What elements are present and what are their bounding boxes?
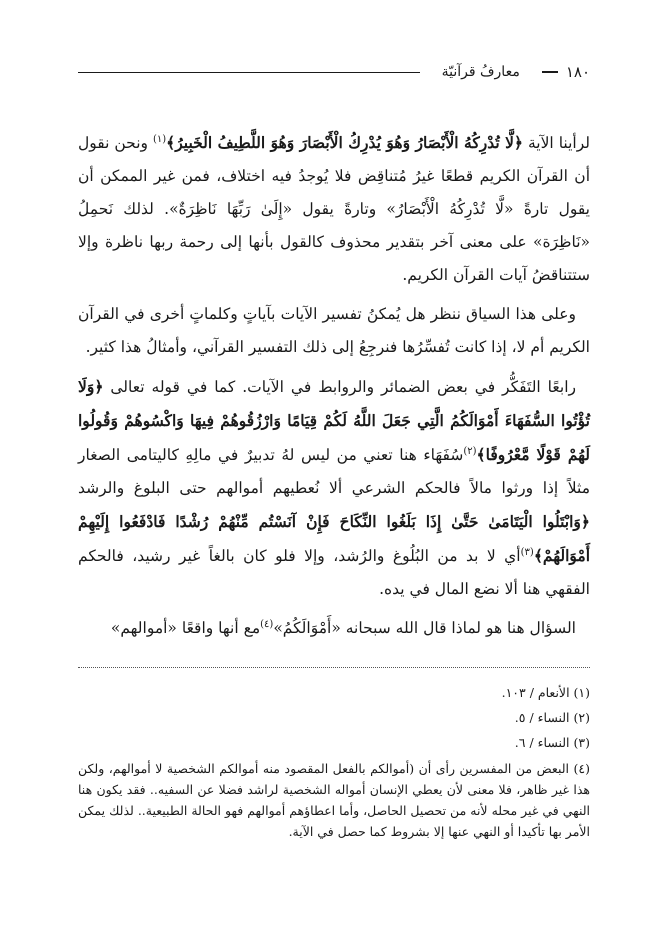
page-number: ١٨٠: [565, 63, 590, 81]
footnote-3: (٣) النساء / ٦.: [514, 735, 590, 750]
paragraph-2: وعلى هذا السياق ننظر هل يُمكنُ تفسير الآيات بآياتٍ وكلماتٍ أخرى في القرآن الكريم أم لا، إذا كانت تُفسِّرُها فنرجِعُ إلى ذلك التفسير القرآني، وأمثالُ هذا كثير.: [78, 305, 590, 356]
text-run: سُفَهَاء هنا تعني من ليس لهُ تدبيرٌ في مالِهِ كاليتامى الصغار مثلاً إذا ورثوا مالاً فالحكم الشرعي ألا نُعطيهم أموالهم حتى البلوغ والرشد: [78, 446, 590, 497]
text-run: لرأينا الآية: [523, 134, 590, 152]
paragraph-1: [78, 126, 590, 292]
footnote-4: (٤) البعض من المفسرين رأى أن (أموالكم بالفعل المقصود منه أموالكم الشخصية لا أموالهم، ولكن هذا غير ظاهر، فلا معنى لأن يعطي الإنسان أمواله الشخصية لراشد فضلا عن السفيه.. فقد يكون هنا النهي في غير محله لأنه من تحصيل الحاصل، وأما اعطاؤهم أموالهم فهو الحالة الطبيعية.. لذلك يمكن الأمر بها تأكيدا أو النهي عنها إلا بشروط كما حصل في الآية.: [78, 761, 590, 839]
footnote-separator: [78, 667, 590, 668]
footnote-ref: (١): [152, 133, 167, 145]
text-run: ونحن نقول أن القرآن الكريم قطعًا غيرُ مُتناقِض فلا يُوجدُ فيه اختلاف، فمن غير الممكن أن يقول تارةً «لَّا تُدْرِكُهُ الْأَبْصَارُ» وتارةً يقول «إِلَىٰ رَبِّهَا نَاظِرَةٌ». لذلك نَحمِلُ «نَاظِرَة» على معنى آخر بتقدير محذوف كالقول بأنها إلى رحمة ربها ناظرة وإلا ستتناقضُ آيات القرآن الكريم.: [78, 134, 590, 284]
running-title: معارفُ قرآنيّة: [441, 64, 520, 80]
paragraph-4: [78, 612, 590, 645]
footnote-ref: (٤): [260, 618, 274, 630]
footnote-2: (٢) النساء / ٥.: [514, 710, 590, 725]
footnote-ref: (٣): [520, 546, 534, 558]
page-header: [78, 60, 590, 84]
footnote-ref: (٢): [463, 445, 477, 457]
quran-verse: ﴿لَّا تُدْرِكُهُ الْأَبْصَارُ وَهُوَ يُدْرِكُ الْأَبْصَارَ وَهُوَ اللَّطِيفُ الْخَبِيرُ﴾: [166, 133, 523, 152]
text-run: رابعًا التَفَكُّر في بعض الضمائر والروابط في الآيات. كما في قوله تعالى: [103, 378, 576, 396]
text-run: أي لا بد من البُلُوغ والرُشد، وإلا فلو كان بالغاً غير رشيد، فالحكم الفقهي هنا ألا نضع المال في يده.: [78, 547, 590, 598]
text-run: مع أنها واقعًا «أموالهم»: [110, 619, 261, 637]
text-run: السؤال هنا هو لماذا قال الله سبحانه «أَمْوَالَكُمُ»: [273, 619, 576, 637]
quran-verse: ﴿وَابْتَلُوا الْيَتَامَىٰ حَتَّىٰ إِذَا بَلَغُوا النِّكَاحَ فَإِنْ آنَسْتُم مِّنْهُمْ رُشْدًا فَادْفَعُوا إِلَيْهِمْ أَمْوَالَهُمْ﴾: [78, 512, 590, 565]
footnote-1: (١) الأنعام / ١٠٣.: [501, 685, 590, 700]
header-dash: [542, 71, 558, 73]
header-rule: [78, 72, 420, 73]
main-text: [78, 126, 590, 651]
paragraph-3: [78, 370, 590, 606]
footnotes: [78, 680, 590, 842]
quran-verse: ﴿وَلَا تُؤْتُوا السُّفَهَاءَ أَمْوَالَكُمُ الَّتِي جَعَلَ اللَّهُ لَكُمْ قِيَامًا وَارْزُقُوهُمْ فِيهَا وَاكْسُوهُمْ وَقُولُوا لَهُمْ قَوْلًا مَّعْرُوفًا﴾: [78, 377, 591, 464]
